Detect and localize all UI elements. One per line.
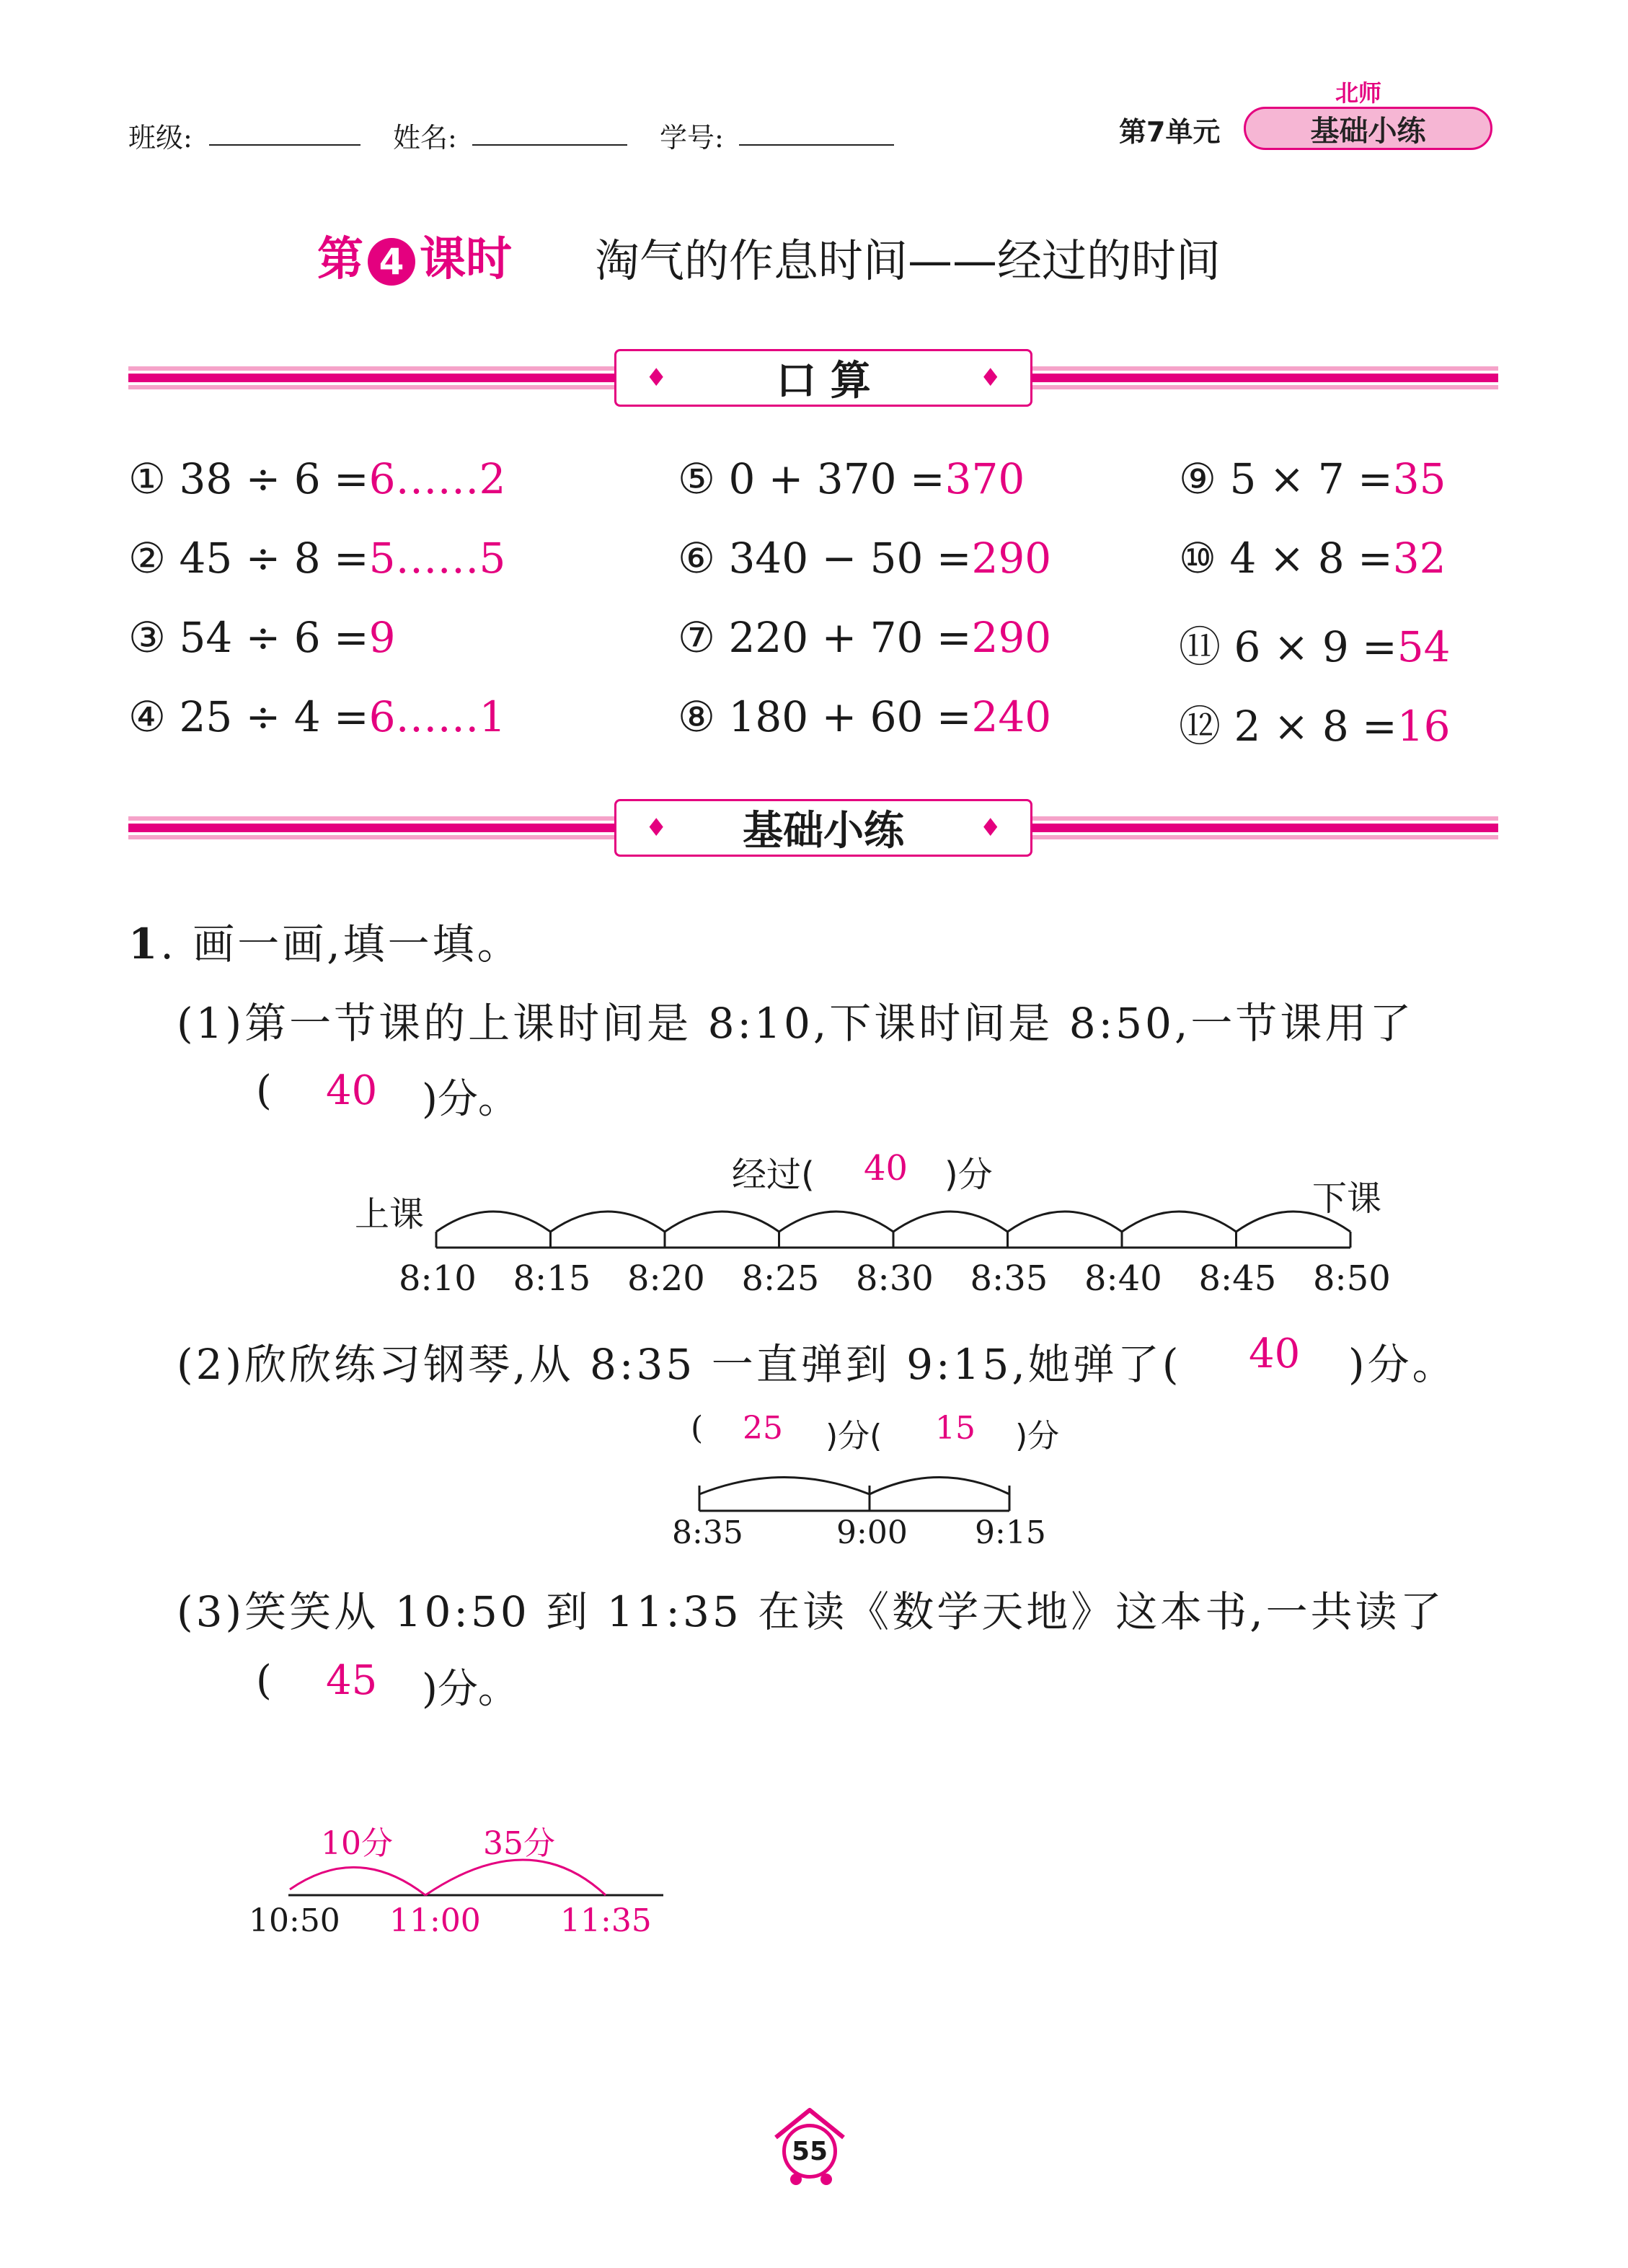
q1-tick-label: 8:50	[1313, 1258, 1391, 1299]
q1-tick-label: 8:45	[1198, 1258, 1277, 1299]
q2-answer[interactable]: 40	[1249, 1331, 1301, 1377]
oral-calc-answer[interactable]: 16	[1397, 702, 1451, 751]
q2-seg1-answer[interactable]: 25	[743, 1410, 783, 1447]
id-label: 学号:	[660, 122, 724, 154]
oral-calc-answer[interactable]: 5……5	[368, 534, 506, 583]
oral-calc-item	[128, 534, 505, 583]
diamond-icon: ♦	[979, 813, 1001, 842]
q1-tick-label: 8:40	[1084, 1258, 1162, 1299]
q2-number-line	[692, 1464, 1017, 1522]
q1-passed-answer[interactable]: 40	[864, 1148, 908, 1188]
oral-calc-expr: 220 + 70 =	[728, 613, 972, 662]
q1-arc	[1122, 1212, 1237, 1232]
q1-arc	[665, 1212, 779, 1232]
q2-seg1-open: (	[691, 1410, 704, 1447]
oral-calc-answer[interactable]: 9	[368, 613, 396, 662]
q1-tick-label: 8:25	[741, 1258, 820, 1299]
q2-arc-2	[870, 1478, 1009, 1495]
q2-tick-label: 9:15	[975, 1514, 1046, 1551]
q3-tick-label: 10:50	[249, 1902, 340, 1939]
q1-text: (1)第一节课的上课时间是 8:10,下课时间是 8:50,一节课用了	[177, 999, 1415, 1048]
section-bar-left	[128, 366, 619, 389]
diamond-icon: ♦	[645, 363, 668, 392]
q3-arc-1	[290, 1867, 425, 1895]
q1-passed-prefix: 经过(	[732, 1155, 815, 1195]
oral-calc-item	[128, 613, 396, 662]
oral-calc-item	[678, 613, 1051, 662]
oral-calc-item	[1179, 692, 1451, 753]
section-basic-header	[614, 799, 1032, 857]
oral-calc-number: ③	[128, 613, 166, 662]
oral-calc-answer[interactable]: 290	[971, 534, 1052, 583]
q1-passed-suffix: )分	[944, 1155, 993, 1195]
oral-calc-answer[interactable]: 32	[1392, 534, 1446, 583]
oral-calc-number: ⑨	[1179, 454, 1216, 503]
lesson-number: 4	[368, 238, 415, 286]
q3-arc-2	[425, 1860, 606, 1895]
section-oral-header	[614, 349, 1032, 407]
exercise-number: 1	[128, 919, 161, 968]
lesson-label	[317, 222, 512, 288]
oral-calc-expr: 38 ÷ 6 =	[179, 454, 369, 503]
exercise-heading-text: . 画一画,填一填。	[160, 919, 522, 968]
q1-tick-label: 8:20	[627, 1258, 705, 1299]
q1-arc	[551, 1212, 665, 1232]
oral-calc-expr: 180 + 60 =	[728, 692, 972, 741]
oral-calc-answer[interactable]: 6……2	[368, 454, 506, 503]
section-bar-right	[1030, 816, 1498, 839]
q3-paren-close: )分。	[422, 1666, 518, 1713]
oral-calc-item	[1179, 613, 1451, 674]
oral-calc-number: ⑫	[1179, 702, 1221, 751]
oral-calc-answer[interactable]: 35	[1392, 454, 1446, 503]
class-field[interactable]	[209, 144, 360, 146]
oral-calc-number: ⑤	[678, 454, 715, 503]
q1-answer[interactable]: 40	[326, 1067, 378, 1114]
oral-calc-expr: 0 + 370 =	[728, 454, 945, 503]
section-basic-title: 基础小练	[743, 808, 904, 855]
q3-number-line	[281, 1853, 671, 1904]
q1-end-label: 下课	[1312, 1178, 1382, 1219]
diamond-icon: ♦	[645, 813, 668, 842]
oral-calc-expr: 54 ÷ 6 =	[179, 613, 369, 662]
diamond-icon: ♦	[979, 363, 1001, 392]
q1-paren-open: (	[256, 1067, 272, 1114]
q3-tick-label: 11:00	[389, 1902, 481, 1939]
class-label: 班级:	[128, 122, 193, 154]
q2-tick-label: 8:35	[672, 1514, 743, 1551]
oral-calc-number: ⑩	[1179, 534, 1216, 583]
oral-calc-expr: 340 − 50 =	[728, 534, 972, 583]
oral-calc-expr: 4 × 8 =	[1229, 534, 1393, 583]
oral-calc-expr: 5 × 7 =	[1229, 454, 1393, 503]
oral-calc-number: ①	[128, 454, 166, 503]
oral-calc-answer[interactable]: 370	[944, 454, 1025, 503]
unit-label: 第7单元	[1119, 116, 1221, 148]
section-bar-left	[128, 816, 619, 839]
q1-tick-label: 8:35	[970, 1258, 1048, 1299]
oral-calc-answer[interactable]: 290	[971, 613, 1052, 662]
oral-calc-item	[1179, 454, 1446, 503]
q1-arc	[436, 1212, 551, 1232]
oral-calc-expr: 25 ÷ 4 =	[179, 692, 369, 741]
oral-calc-answer[interactable]: 240	[971, 692, 1052, 741]
lesson-title: 淘气的作息时间——经过的时间	[595, 234, 1221, 287]
q2-seg2-answer[interactable]: 15	[935, 1410, 976, 1447]
oral-calc-number: ⑥	[678, 534, 715, 583]
oral-calc-item	[128, 692, 505, 741]
oral-calc-item	[678, 692, 1051, 741]
page-number-badge	[782, 2124, 837, 2179]
oral-calc-item	[678, 534, 1051, 583]
section-oral-title: 口 算	[776, 358, 871, 405]
brand-name: 基础小练	[1310, 114, 1426, 148]
q1-tick-label: 8:15	[513, 1258, 591, 1299]
oral-calc-answer[interactable]: 54	[1397, 622, 1451, 671]
q3-tick-label: 11:35	[560, 1902, 652, 1939]
q3-paren-open: (	[256, 1657, 272, 1704]
q3-seg1-label: 10分	[321, 1825, 393, 1862]
q3-text: (3)笑笑从 10:50 到 11:35 在读《数学天地》这本书,一共读了	[177, 1587, 1445, 1636]
q1-start-label: 上课	[355, 1194, 425, 1235]
q2-tick-label: 9:00	[836, 1514, 908, 1551]
q1-arc	[893, 1212, 1008, 1232]
q3-seg2-label: 35分	[483, 1825, 555, 1862]
q1-tick-label: 8:10	[399, 1258, 477, 1299]
brand-top: 北师	[1335, 79, 1382, 107]
page-feet-icon	[786, 2172, 836, 2188]
oral-calc-number: ⑧	[678, 692, 715, 741]
exercise-heading	[128, 910, 522, 971]
q1-paren-close: )分。	[422, 1076, 518, 1123]
q2-text: (2)欣欣练习钢琴,从 8:35 一直弹到 9:15,她弹了(	[177, 1340, 1182, 1389]
q2-seg2-close: )分	[1015, 1418, 1060, 1455]
oral-calc-number: ②	[128, 534, 166, 583]
brand-logo	[1244, 107, 1492, 150]
oral-calc-item	[1179, 534, 1446, 583]
q3-answer[interactable]: 45	[326, 1657, 378, 1704]
lesson-prefix: 第	[317, 233, 363, 286]
q1-tick-label: 8:30	[856, 1258, 934, 1299]
oral-calc-number: ⑦	[678, 613, 715, 662]
oral-calc-number: ⑪	[1179, 622, 1221, 671]
name-field[interactable]	[472, 144, 627, 146]
lesson-suffix: 课时	[420, 233, 512, 286]
oral-calc-expr: 2 × 8 =	[1234, 702, 1397, 751]
oral-calc-answer[interactable]: 6……1	[368, 692, 506, 741]
id-field[interactable]	[739, 144, 894, 146]
section-bar-right	[1030, 366, 1498, 389]
q1-arc	[779, 1212, 894, 1232]
oral-calc-expr: 6 × 9 =	[1234, 622, 1397, 671]
q1-arc	[1008, 1212, 1123, 1232]
oral-calc-expr: 45 ÷ 8 =	[179, 534, 369, 583]
q2-seg1-close: )分(	[826, 1418, 882, 1455]
page-number: 55	[791, 2136, 828, 2166]
q2-arc-1	[699, 1478, 870, 1495]
oral-calc-number: ④	[128, 692, 166, 741]
oral-calc-item	[678, 454, 1025, 503]
q1-number-line	[429, 1197, 1359, 1255]
q2-paren-close: )分。	[1348, 1340, 1457, 1389]
name-label: 姓名:	[393, 122, 457, 154]
oral-calc-item	[128, 454, 505, 503]
